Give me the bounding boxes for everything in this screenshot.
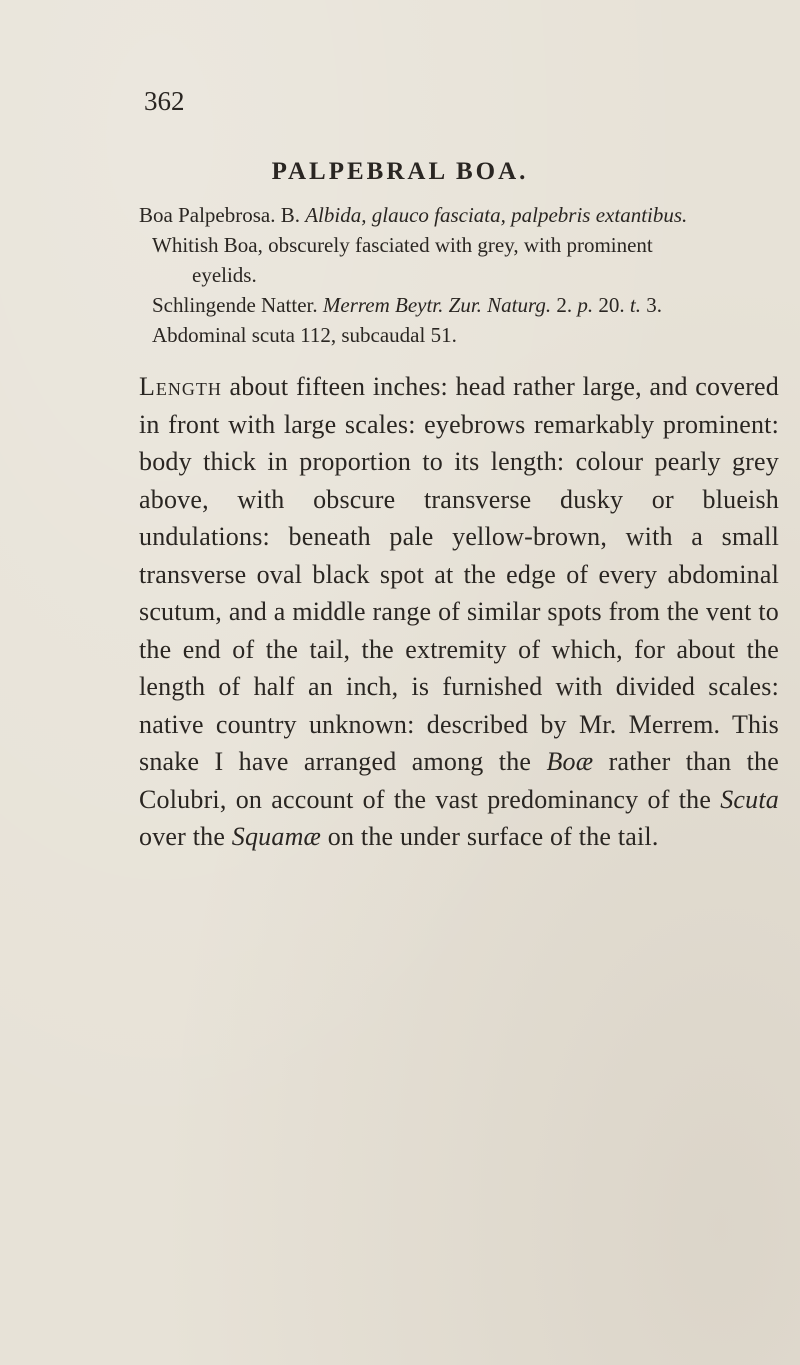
synonym-line-latin [139,200,779,230]
page-number: 362 [144,86,185,116]
paragraph-text: Scuta [720,784,779,814]
paragraph-text: over the [139,822,232,851]
synonym-citation: Merrem Beytr. Zur. Naturg. [322,293,552,317]
synonym-line-english-cont [139,260,779,290]
synonym-text: Boa Palpebrosa. B. [139,203,306,227]
synonym-text: Abdominal scuta 112, subcaudal 51. [152,323,457,347]
description-paragraph [139,368,779,856]
synonym-text: 2. [551,293,578,317]
paragraph-text: Boæ [546,747,594,776]
synonym-text: 20. [593,293,630,317]
synonym-text: eyelids. [192,263,257,287]
synonym-text: 3. [641,293,662,317]
page-title: PALPEBRAL BOA. [271,158,529,185]
paragraph-text: Squamæ [231,822,322,851]
synonym-text: t. [629,293,641,317]
synonymy-block [139,200,779,350]
synonym-text: p. [577,293,594,317]
paragraph-text: rather than the Colubri, on account of the vast predominancy of the [139,747,779,814]
synonym-line-scuta [139,320,779,350]
paragraph-text: about fifteen inches: head rather large, and covered in front with large scales: eyebrows remarkably prominent: body thick in proportion to its length: colour pearly grey above, with obscure transverse dusky or blueish undulations: beneath pale yellow-brown, with a small transverse oval black spot at the edge of every abdominal scutum, and a middle range of similar spots from the vent to the end of the tail, the extremity of which, for about the length of half an inch, is furnished with divided scales: native country unknown: described by Mr. Merrem. This snake I have arranged among the [139,372,779,776]
synonym-line-english [139,230,779,260]
synonym-line-german [139,290,779,320]
paragraph-text: on the under surface of the tail. [321,822,659,851]
synonym-latin-diagnosis: Albida, glauco fasciata, palpebris extantibus. [305,203,688,227]
synonym-text: Schlingende Natter. [152,293,323,317]
synonym-text: Whitish Boa, obscurely fasciated with grey, with prominent [152,233,653,257]
paragraph-lead: Length [139,372,222,401]
